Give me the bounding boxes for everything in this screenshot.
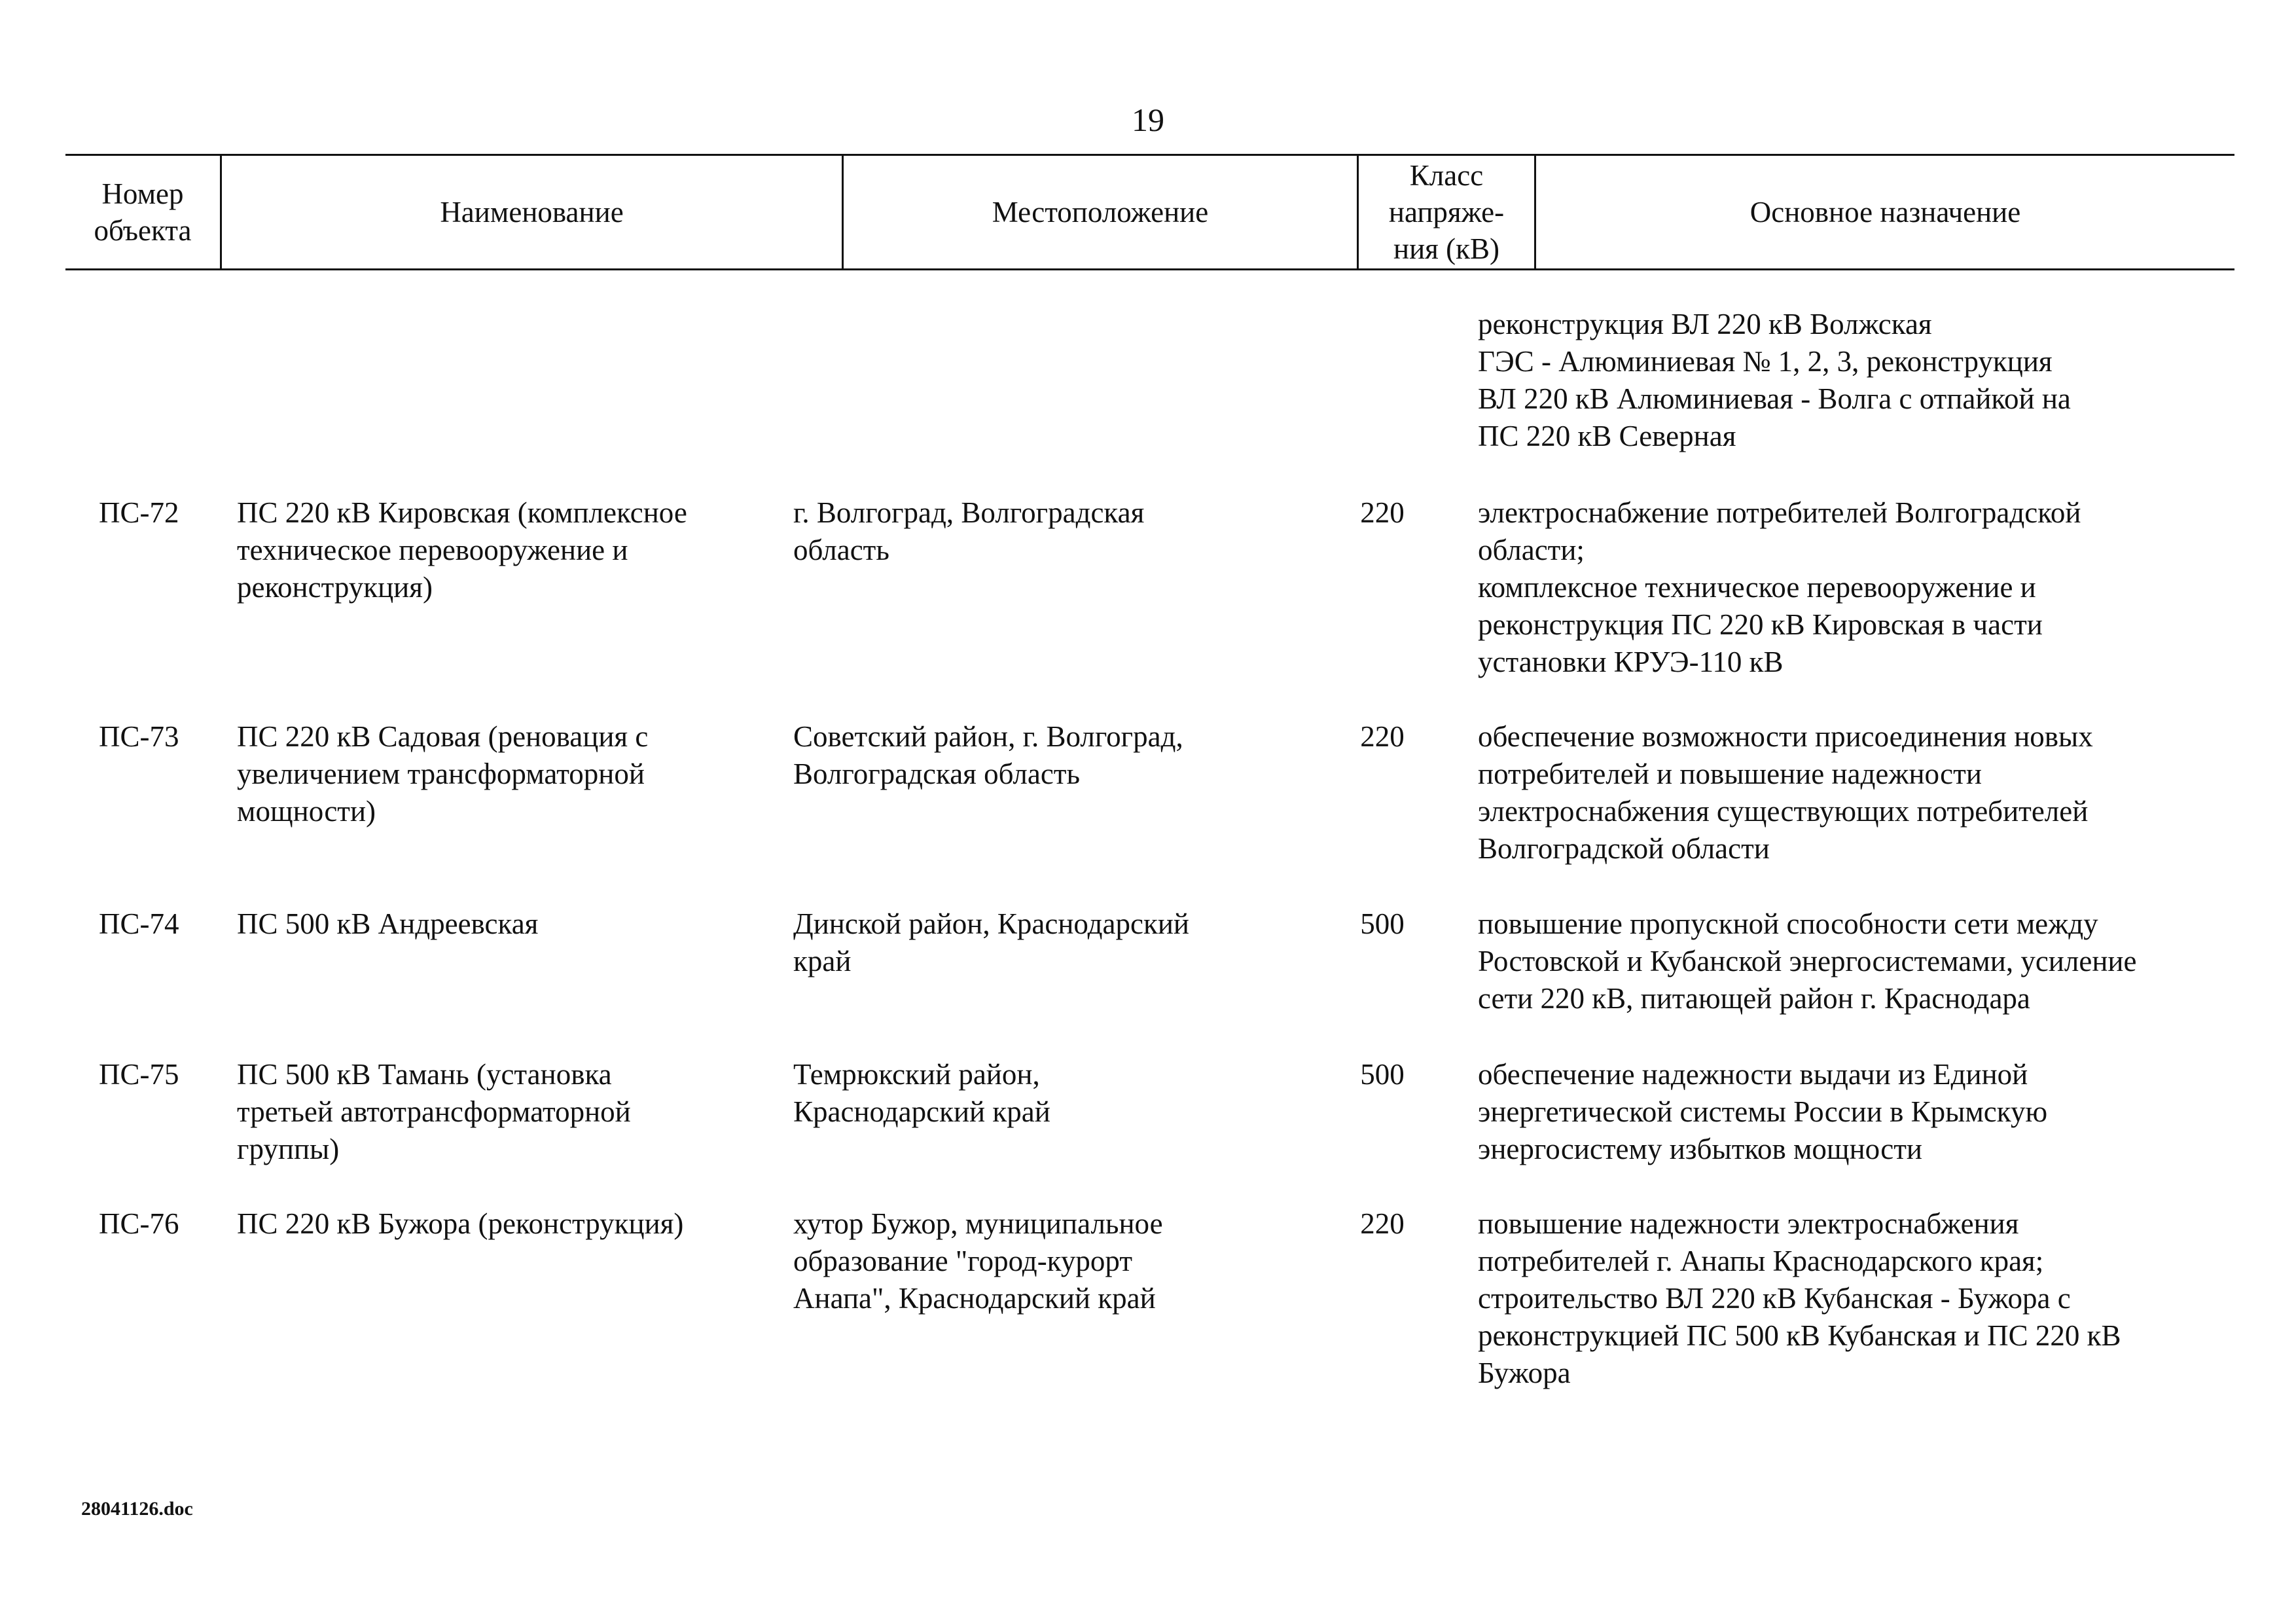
footer-filename: 28041126.doc — [81, 1498, 193, 1520]
purpose-line: энергетической системы России в Крымскую — [1478, 1095, 2048, 1128]
location-line: хутор Бужор, муниципальное — [793, 1207, 1163, 1240]
voltage-cell: 220 — [1360, 496, 1405, 529]
voltage-cell: 500 — [1360, 1058, 1405, 1091]
purpose-line: Волгоградской области — [1478, 832, 1770, 865]
purpose-line: Ростовской и Кубанской энергосистемами, усиление — [1478, 945, 2137, 977]
location-line: Темрюкский район, — [793, 1058, 1040, 1091]
name-cell — [237, 1056, 631, 1168]
location-line: г. Волгоград, Волгоградская — [793, 496, 1145, 529]
name-line: ПС 220 кВ Бужора (реконструкция) — [237, 1207, 684, 1240]
purpose-line: области; — [1478, 534, 1585, 566]
purpose-line: сети 220 кВ, питающей район г. Краснодара — [1478, 982, 2030, 1015]
object-number: ПС-75 — [99, 1058, 179, 1091]
table-header — [65, 154, 2234, 270]
object-number: ПС-76 — [99, 1207, 179, 1240]
location-line: Анапа", Краснодарский край — [793, 1282, 1156, 1315]
purpose-cell — [1478, 306, 2071, 455]
header-voltage-line: ния (кВ) — [1393, 232, 1499, 265]
purpose-line: ПС 220 кВ Северная — [1478, 420, 1736, 452]
location-cell — [793, 1056, 1050, 1131]
object-number: ПС-74 — [99, 907, 179, 940]
purpose-line: ВЛ 220 кВ Алюминиевая - Волга с отпайкой на — [1478, 382, 2071, 415]
location-cell — [793, 494, 1144, 569]
purpose-line: энергосистему избытков мощности — [1478, 1133, 1922, 1165]
name-line: техническое перевооружение и — [237, 534, 628, 566]
name-line: увеличением трансформаторной — [237, 757, 645, 790]
purpose-cell — [1478, 905, 2136, 1017]
location-line: край — [793, 945, 852, 977]
location-line: область — [793, 534, 889, 566]
location-cell — [793, 718, 1183, 793]
name-cell — [237, 718, 648, 830]
header-purpose: Основное назначение — [1749, 196, 2021, 228]
name-line: группы) — [237, 1133, 340, 1165]
purpose-line: реконструкция ПС 220 кВ Кировская в части — [1478, 608, 2043, 641]
purpose-line: комплексное техническое перевооружение и — [1478, 571, 2036, 604]
location-line: Советский район, г. Волгоград, — [793, 720, 1183, 753]
purpose-cell — [1478, 1205, 2121, 1392]
purpose-line: обеспечение надежности выдачи из Единой — [1478, 1058, 2028, 1091]
location-cell — [793, 1205, 1163, 1317]
header-voltage-line: Класс — [1409, 159, 1484, 192]
purpose-line: потребителей г. Анапы Краснодарского края; — [1478, 1245, 2044, 1277]
objects-table — [65, 154, 2234, 1389]
page-number: 19 — [1132, 101, 1164, 138]
header-number-line: Номер — [101, 177, 184, 210]
location-line: образование "город-курорт — [793, 1245, 1132, 1277]
header-voltage — [1359, 156, 1534, 268]
voltage-cell: 220 — [1360, 1207, 1405, 1240]
name-line: ПС 220 кВ Кировская (комплексное — [237, 496, 687, 529]
purpose-line: Бужора — [1478, 1357, 1571, 1389]
purpose-line: установки КРУЭ-110 кВ — [1478, 646, 1784, 678]
purpose-line: повышение надежности электроснабжения — [1478, 1207, 2019, 1240]
name-cell — [237, 1205, 683, 1243]
purpose-cell — [1478, 1056, 2047, 1168]
name-line: третьей автотрансформаторной — [237, 1095, 631, 1128]
header-voltage-line: напряже- — [1388, 196, 1505, 228]
purpose-line: реконструкция ВЛ 220 кВ Волжская — [1478, 308, 1932, 340]
header-location: Местоположение — [992, 196, 1209, 228]
name-line: мощности) — [237, 795, 376, 828]
name-line: реконструкция) — [237, 571, 433, 604]
purpose-line: повышение пропускной способности сети между — [1478, 907, 2098, 940]
voltage-cell: 500 — [1360, 907, 1405, 940]
purpose-line: строительство ВЛ 220 кВ Кубанская - Бужора с — [1478, 1282, 2071, 1315]
name-line: ПС 220 кВ Садовая (реновация с — [237, 720, 649, 753]
object-number: ПС-72 — [99, 496, 179, 529]
object-number: ПС-73 — [99, 720, 179, 753]
location-cell — [793, 905, 1189, 980]
name-cell — [237, 494, 687, 606]
purpose-line: ГЭС - Алюминиевая № 1, 2, 3, реконструкция — [1478, 345, 2053, 378]
location-line: Краснодарский край — [793, 1095, 1050, 1128]
purpose-line: реконструкцией ПС 500 кВ Кубанская и ПС 220 кВ — [1478, 1319, 2121, 1352]
purpose-line: обеспечение возможности присоединения новых — [1478, 720, 2093, 753]
purpose-cell — [1478, 494, 2081, 681]
name-cell — [237, 905, 538, 943]
name-line: ПС 500 кВ Тамань (установка — [237, 1058, 612, 1091]
voltage-cell: 220 — [1360, 720, 1405, 753]
header-name: Наименование — [440, 196, 624, 228]
purpose-line: электроснабжение потребителей Волгоградской — [1478, 496, 2081, 529]
name-line: ПС 500 кВ Андреевская — [237, 907, 539, 940]
purpose-cell — [1478, 718, 2093, 867]
location-line: Динской район, Краснодарский — [793, 907, 1189, 940]
location-line: Волгоградская область — [793, 757, 1080, 790]
purpose-line: электроснабжения существующих потребителей — [1478, 795, 2089, 828]
header-number-line: объекта — [94, 214, 192, 247]
header-number — [65, 156, 220, 268]
purpose-line: потребителей и повышение надежности — [1478, 757, 1982, 790]
